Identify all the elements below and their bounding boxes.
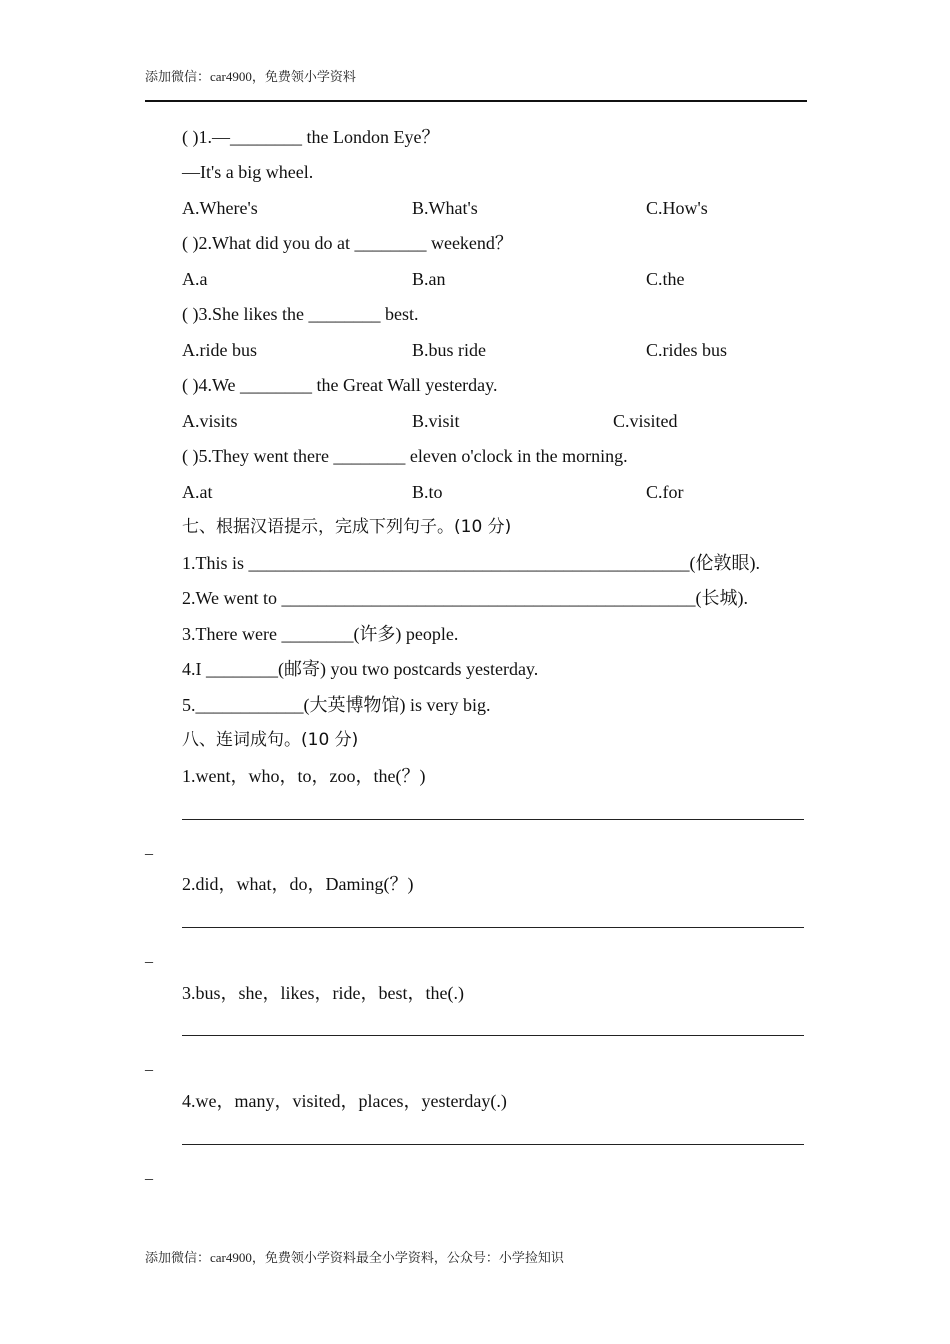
- line-continuation-dash-3: _: [145, 1056, 153, 1073]
- section-8-title: 八、连词成句。(10 分): [182, 730, 359, 750]
- question-3-option-c: C.rides bus: [646, 340, 727, 360]
- question-1-option-a: A.Where's: [182, 198, 258, 218]
- question-5-option-c: C.for: [646, 482, 684, 502]
- question-4-option-b: B.visit: [412, 411, 460, 431]
- section-7-item-4: 4.I ________(邮寄) you two postcards yesterday.: [182, 659, 539, 679]
- section-8-item-2: 2.did，what，do，Daming(？): [182, 874, 414, 894]
- line-continuation-dash-1: _: [145, 840, 153, 857]
- question-1-answer-prompt: —It's a big wheel.: [182, 162, 314, 182]
- section-7-title: 七、根据汉语提示，完成下列句子。(10 分): [182, 517, 512, 537]
- question-1-stem: ( )1.—________ the London Eye？: [182, 127, 440, 147]
- question-2-option-c: C.the: [646, 269, 685, 289]
- question-4-stem: ( )4.We ________ the Great Wall yesterday.: [182, 375, 498, 395]
- answer-line-4: [182, 1144, 804, 1145]
- question-4-option-c: C.visited: [613, 411, 678, 431]
- question-2-stem: ( )2.What did you do at ________ weekend？: [182, 233, 513, 253]
- question-1-option-b: B.What's: [412, 198, 478, 218]
- question-5-stem: ( )5.They went there ________ eleven o'clock in the morning.: [182, 446, 628, 466]
- question-2-option-b: B.an: [412, 269, 446, 289]
- question-3-option-b: B.bus ride: [412, 340, 486, 360]
- page-footer: 添加微信：car4900，免费领小学资料最全小学资料，公众号：小学捡知识: [145, 1250, 564, 1265]
- question-4-option-a: A.visits: [182, 411, 238, 431]
- section-8-item-4: 4.we，many，visited，places，yesterday(.): [182, 1091, 507, 1111]
- question-5-option-a: A.at: [182, 482, 213, 502]
- section-7-item-1: 1.This is _________________________________________________(伦敦眼).: [182, 553, 760, 573]
- page-header: 添加微信：car4900，免费领小学资料: [145, 69, 356, 84]
- header-divider: [145, 100, 807, 102]
- question-2-option-a: A.a: [182, 269, 208, 289]
- line-continuation-dash-4: _: [145, 1165, 153, 1182]
- question-5-option-b: B.to: [412, 482, 443, 502]
- section-7-item-3: 3.There were ________(许多) people.: [182, 624, 459, 644]
- question-3-option-a: A.ride bus: [182, 340, 257, 360]
- section-8-item-3: 3.bus，she，likes，ride，best，the(.): [182, 983, 464, 1003]
- line-continuation-dash-2: _: [145, 948, 153, 965]
- section-7-item-5: 5.____________(大英博物馆) is very big.: [182, 695, 491, 715]
- section-8-item-1: 1.went，who，to，zoo，the(？): [182, 766, 426, 786]
- question-3-stem: ( )3.She likes the ________ best.: [182, 304, 419, 324]
- section-7-item-2: 2.We went to ______________________________________________(长城).: [182, 588, 749, 608]
- answer-line-2: [182, 927, 804, 928]
- answer-line-1: [182, 819, 804, 820]
- answer-line-3: [182, 1035, 804, 1036]
- question-1-option-c: C.How's: [646, 198, 708, 218]
